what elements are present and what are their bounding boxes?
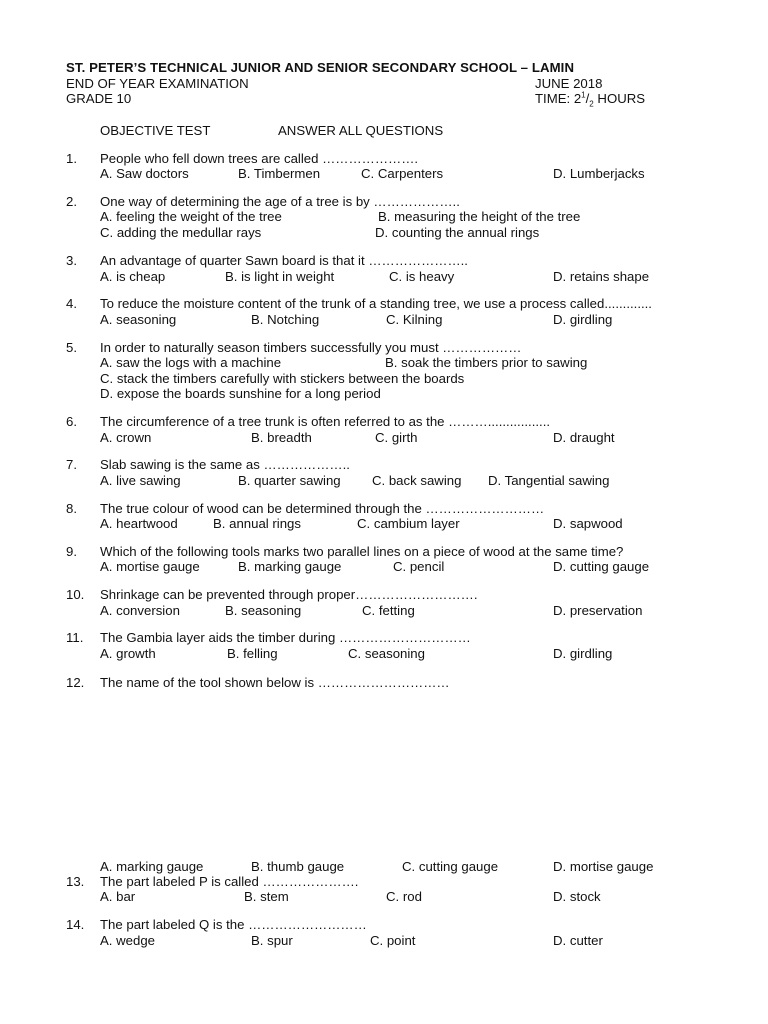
option-a: A. saw the logs with a machine — [100, 355, 282, 370]
option-a: A. Saw doctors — [100, 166, 189, 181]
question-text: The true colour of wood can be determined through the ……………………… — [100, 501, 545, 516]
option-a: A. live sawing — [100, 473, 181, 488]
question-text: People who fell down trees are called …………………. — [100, 151, 419, 166]
option-c: C. pencil — [393, 559, 445, 574]
question-number: 10. — [66, 587, 85, 602]
option-d: D. preservation — [553, 603, 643, 618]
option-b: B. Notching — [251, 312, 320, 327]
option-d: D. cutter — [553, 933, 603, 948]
option-b: B. Timbermen — [238, 166, 321, 181]
question-number: 3. — [66, 253, 77, 268]
question-text: Which of the following tools marks two parallel lines on a piece of wood at the same time? — [100, 544, 624, 559]
question-number: 4. — [66, 296, 77, 311]
option-d: D. cutting gauge — [553, 559, 650, 574]
option-a: A. marking gauge — [100, 859, 204, 874]
option-d: D. Lumberjacks — [553, 166, 645, 181]
option-c: C. seasoning — [348, 646, 425, 661]
option-c: C. fetting — [362, 603, 415, 618]
option-d: D. expose the boards sunshine for a long period — [100, 386, 381, 401]
question-text: The Gambia layer aids the timber during ………………………… — [100, 630, 471, 645]
option-c: C. back sawing — [372, 473, 462, 488]
option-a: A. feeling the weight of the tree — [100, 209, 282, 224]
option-b: B. quarter sawing — [238, 473, 341, 488]
option-d: D. girdling — [553, 646, 613, 661]
option-a: A. crown — [100, 430, 152, 445]
question-text: The name of the tool shown below is ………………………… — [100, 675, 450, 690]
option-a: A. is cheap — [100, 269, 166, 284]
exam-title: END OF YEAR EXAMINATION — [66, 76, 249, 91]
test-type: OBJECTIVE TEST — [100, 123, 211, 138]
option-b: B. felling — [227, 646, 278, 661]
question-text: The part labeled Q is the ……………………… — [100, 917, 367, 932]
option-a: A. growth — [100, 646, 156, 661]
option-d: D. Tangential sawing — [488, 473, 610, 488]
question-number: 8. — [66, 501, 77, 516]
option-d: D. retains shape — [553, 269, 650, 284]
exam-time: TIME: $2^1/_2$ HOURS — [535, 90, 646, 109]
option-c: C. point — [370, 933, 416, 948]
option-b: B. seasoning — [225, 603, 302, 618]
option-a: A. wedge — [100, 933, 155, 948]
option-b: B. thumb gauge — [251, 859, 345, 874]
option-d: D. mortise gauge — [553, 859, 654, 874]
tool-image-placeholder — [100, 700, 660, 850]
time-suffix: HOURS — [593, 91, 646, 106]
option-a: A. conversion — [100, 603, 180, 618]
option-c: C. stack the timbers carefully with stickers between the boards — [100, 371, 465, 386]
question-text: To reduce the moisture content of the trunk of a standing tree, we use a process called............. — [100, 296, 652, 311]
option-c: C. cutting gauge — [402, 859, 499, 874]
grade-label: GRADE 10 — [66, 91, 132, 106]
instruction: ANSWER ALL QUESTIONS — [278, 123, 444, 138]
option-d: D. stock — [553, 889, 601, 904]
option-a: A. heartwood — [100, 516, 178, 531]
school-name: ST. PETER’S TECHNICAL JUNIOR AND SENIOR SECONDARY SCHOOL – LAMIN — [66, 60, 575, 75]
exam-date: JUNE 2018 — [535, 76, 603, 91]
question-number: 1. — [66, 151, 77, 166]
option-b: B. stem — [244, 889, 289, 904]
question-text: Shrinkage can be prevented through proper………………………. — [100, 587, 478, 602]
question-number: 11. — [66, 630, 84, 645]
option-b: B. is light in weight — [225, 269, 335, 284]
question-number: 12. — [66, 675, 85, 690]
option-c: C. rod — [386, 889, 422, 904]
option-c: C. adding the medullar rays — [100, 225, 262, 240]
question-number: 6. — [66, 414, 77, 429]
option-b: B. breadth — [251, 430, 312, 445]
option-c: C. cambium layer — [357, 516, 460, 531]
question-text: Slab sawing is the same as ……………….. — [100, 457, 350, 472]
question-text: The circumference of a tree trunk is often referred to as the ………................. — [100, 414, 551, 429]
option-b: B. spur — [251, 933, 293, 948]
option-a: A. seasoning — [100, 312, 177, 327]
option-a: A. bar — [100, 889, 136, 904]
question-number: 9. — [66, 544, 77, 559]
question-number: 13. — [66, 874, 85, 889]
option-b: B. annual rings — [213, 516, 301, 531]
option-d: D. girdling — [553, 312, 613, 327]
question-number: 7. — [66, 457, 77, 472]
option-c: C. is heavy — [389, 269, 455, 284]
question-text: An advantage of quarter Sawn board is that it ………………….. — [100, 253, 468, 268]
time-prefix: TIME: 2 — [535, 91, 582, 106]
option-c: C. Kilning — [386, 312, 443, 327]
question-text: The part labeled P is called …………………. — [100, 874, 359, 889]
question-text: In order to naturally season timbers successfully you must ……………… — [100, 340, 522, 355]
question-number: 14. — [66, 917, 85, 932]
option-d: D. counting the annual rings — [375, 225, 540, 240]
option-c: C. Carpenters — [361, 166, 444, 181]
option-a: A. mortise gauge — [100, 559, 200, 574]
time-fraction-den: 2 — [589, 99, 594, 109]
question-text: One way of determining the age of a tree is by ……………….. — [100, 194, 460, 209]
option-b: B. measuring the height of the tree — [378, 209, 581, 224]
option-c: C. girth — [375, 430, 418, 445]
option-d: D. draught — [553, 430, 615, 445]
question-number: 2. — [66, 194, 77, 209]
option-b: B. marking gauge — [238, 559, 342, 574]
option-d: D. sapwood — [553, 516, 623, 531]
option-b: B. soak the timbers prior to sawing — [385, 355, 588, 370]
time-fraction-num: 1 — [581, 90, 586, 100]
question-number: 5. — [66, 340, 77, 355]
